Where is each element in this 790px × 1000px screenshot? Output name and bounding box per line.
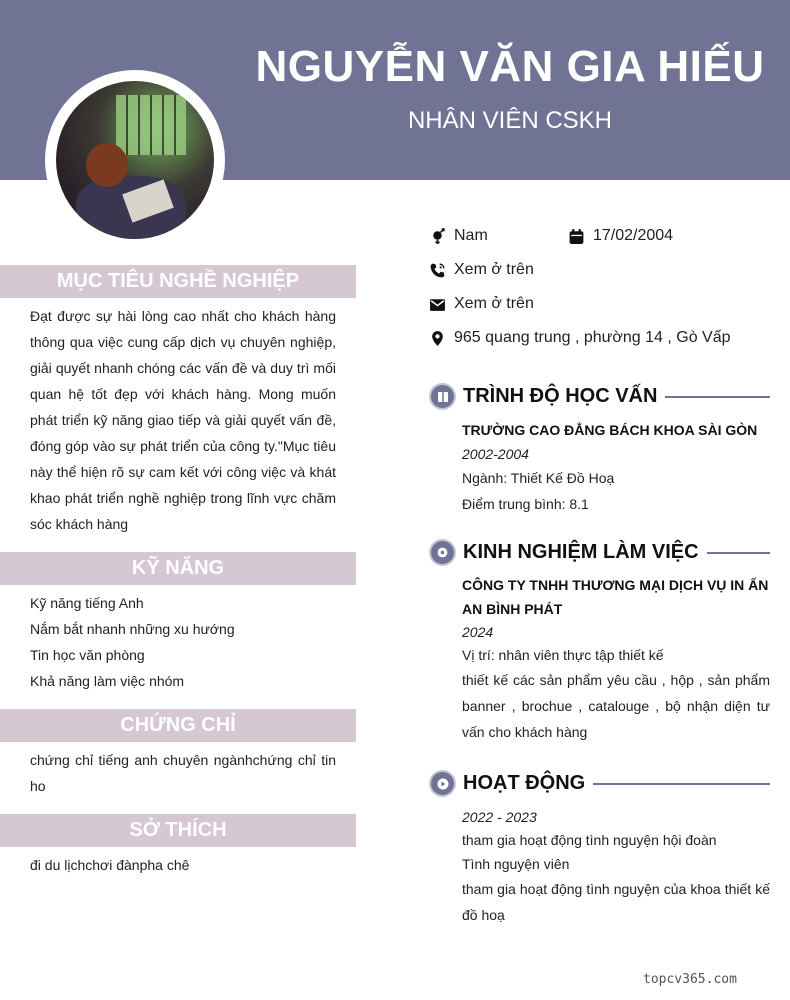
dob-row [568,227,673,245]
skill-item: Nắm bắt nhanh những xu hướng [30,621,235,637]
location-pin-icon [429,330,446,347]
education-entry [462,417,770,517]
gender-value: Nam [454,227,488,244]
education-major: Ngành: Thiết Kế Đồ Hoạ [462,470,615,486]
divider [707,552,770,554]
watermark: topcv365.com [643,972,737,987]
avatar [45,70,225,250]
address-value: 965 quang trung , phường 14 , Gò Vấp [454,329,731,346]
phone-row [429,261,534,279]
experience-description: thiết kế các sản phẩm yêu cầu , hộp , sản phẩm banner , brochue , catalouge , bộ nhận diện tư vấn cho khách hàng [462,672,770,740]
email-value: Xem ở trên [454,295,534,312]
activities-org: tham gia hoạt động tình nguyện hội đoàn [462,832,717,848]
company-name: CÔNG TY TNHH THƯƠNG MẠI DỊCH VỤ IN ẤN AN BÌNH PHÁT [462,577,769,617]
section-education-title: TRÌNH ĐỘ HỌC VẤN [463,385,658,407]
gender-row [429,227,488,245]
skills-list [30,590,336,694]
gender-icon [429,228,446,245]
hobbies-text: đi du lịchchơi đànpha chê [30,857,190,873]
divider [593,783,770,785]
activities-entry [462,806,770,928]
address-row [429,329,731,347]
phone-value: Xem ở trên [454,261,534,278]
school-name: TRƯỜNG CAO ĐẲNG BÁCH KHOA SÀI GÒN [462,422,758,438]
phone-icon [429,262,446,279]
education-period: 2002-2004 [462,446,529,462]
section-objective-title: MỤC TIÊU NGHỀ NGHIỆP [0,265,356,298]
email-icon [429,296,446,313]
gear-icon [429,539,456,566]
activities-description: tham gia hoạt động tình nguyện của khoa thiết kế đồ hoạ [462,881,770,923]
experience-position: Vị trí: nhân viên thực tập thiết kế [462,647,664,663]
candidate-name: NGUYỄN VĂN GIA HIẾU [255,42,765,91]
email-row [429,295,534,313]
objective-text: Đạt được sự hài lòng cao nhất cho khách hàng thông qua việc cung cấp dịch vụ chuyên nghiệp, giải quyết nhanh chóng các vấn đề và duy trì mối quan hệ tốt đẹp với khách hàng. Mong muốn phát triển kỹ năng giao tiếp và giải quyết vấn đề, đóng góp vào sự phát triển của công ty."Mục tiêu này thể hiện rõ sự cam kết với công việc và khát khao phát triển nghề nghiệp trong lĩnh vực chăm sóc khách hàng [30,308,336,532]
experience-entry [462,573,770,745]
section-education-header [429,383,770,410]
section-experience-title: KINH NGHIỆM LÀM VIỆC [463,541,699,563]
section-certs-title: CHỨNG CHỈ [0,709,356,742]
skill-item: Kỹ năng tiếng Anh [30,595,144,611]
book-icon [429,383,456,410]
activities-period: 2022 - 2023 [462,809,537,825]
divider [665,396,770,398]
education-gpa: Điểm trung bình: 8.1 [462,496,589,512]
section-activities-title: HOẠT ĐỘNG [463,772,586,794]
section-activities-header [429,770,770,797]
skill-item: Khả năng làm việc nhóm [30,673,185,689]
section-experience-header [429,539,770,566]
section-hobbies-title: SỞ THÍCH [0,814,356,847]
job-title: NHÂN VIÊN CSKH [407,107,613,134]
dob-value: 17/02/2004 [593,227,674,244]
activities-role: Tình nguyện viên [462,856,570,872]
experience-period: 2024 [462,624,494,640]
skill-item: Tin học văn phòng [30,647,145,663]
section-skills-title: KỸ NĂNG [0,552,356,585]
calendar-icon [568,228,585,245]
certs-text: chứng chỉ tiếng anh chuyên ngànhchứng chỉ tin ho [30,752,336,794]
play-icon [429,770,456,797]
